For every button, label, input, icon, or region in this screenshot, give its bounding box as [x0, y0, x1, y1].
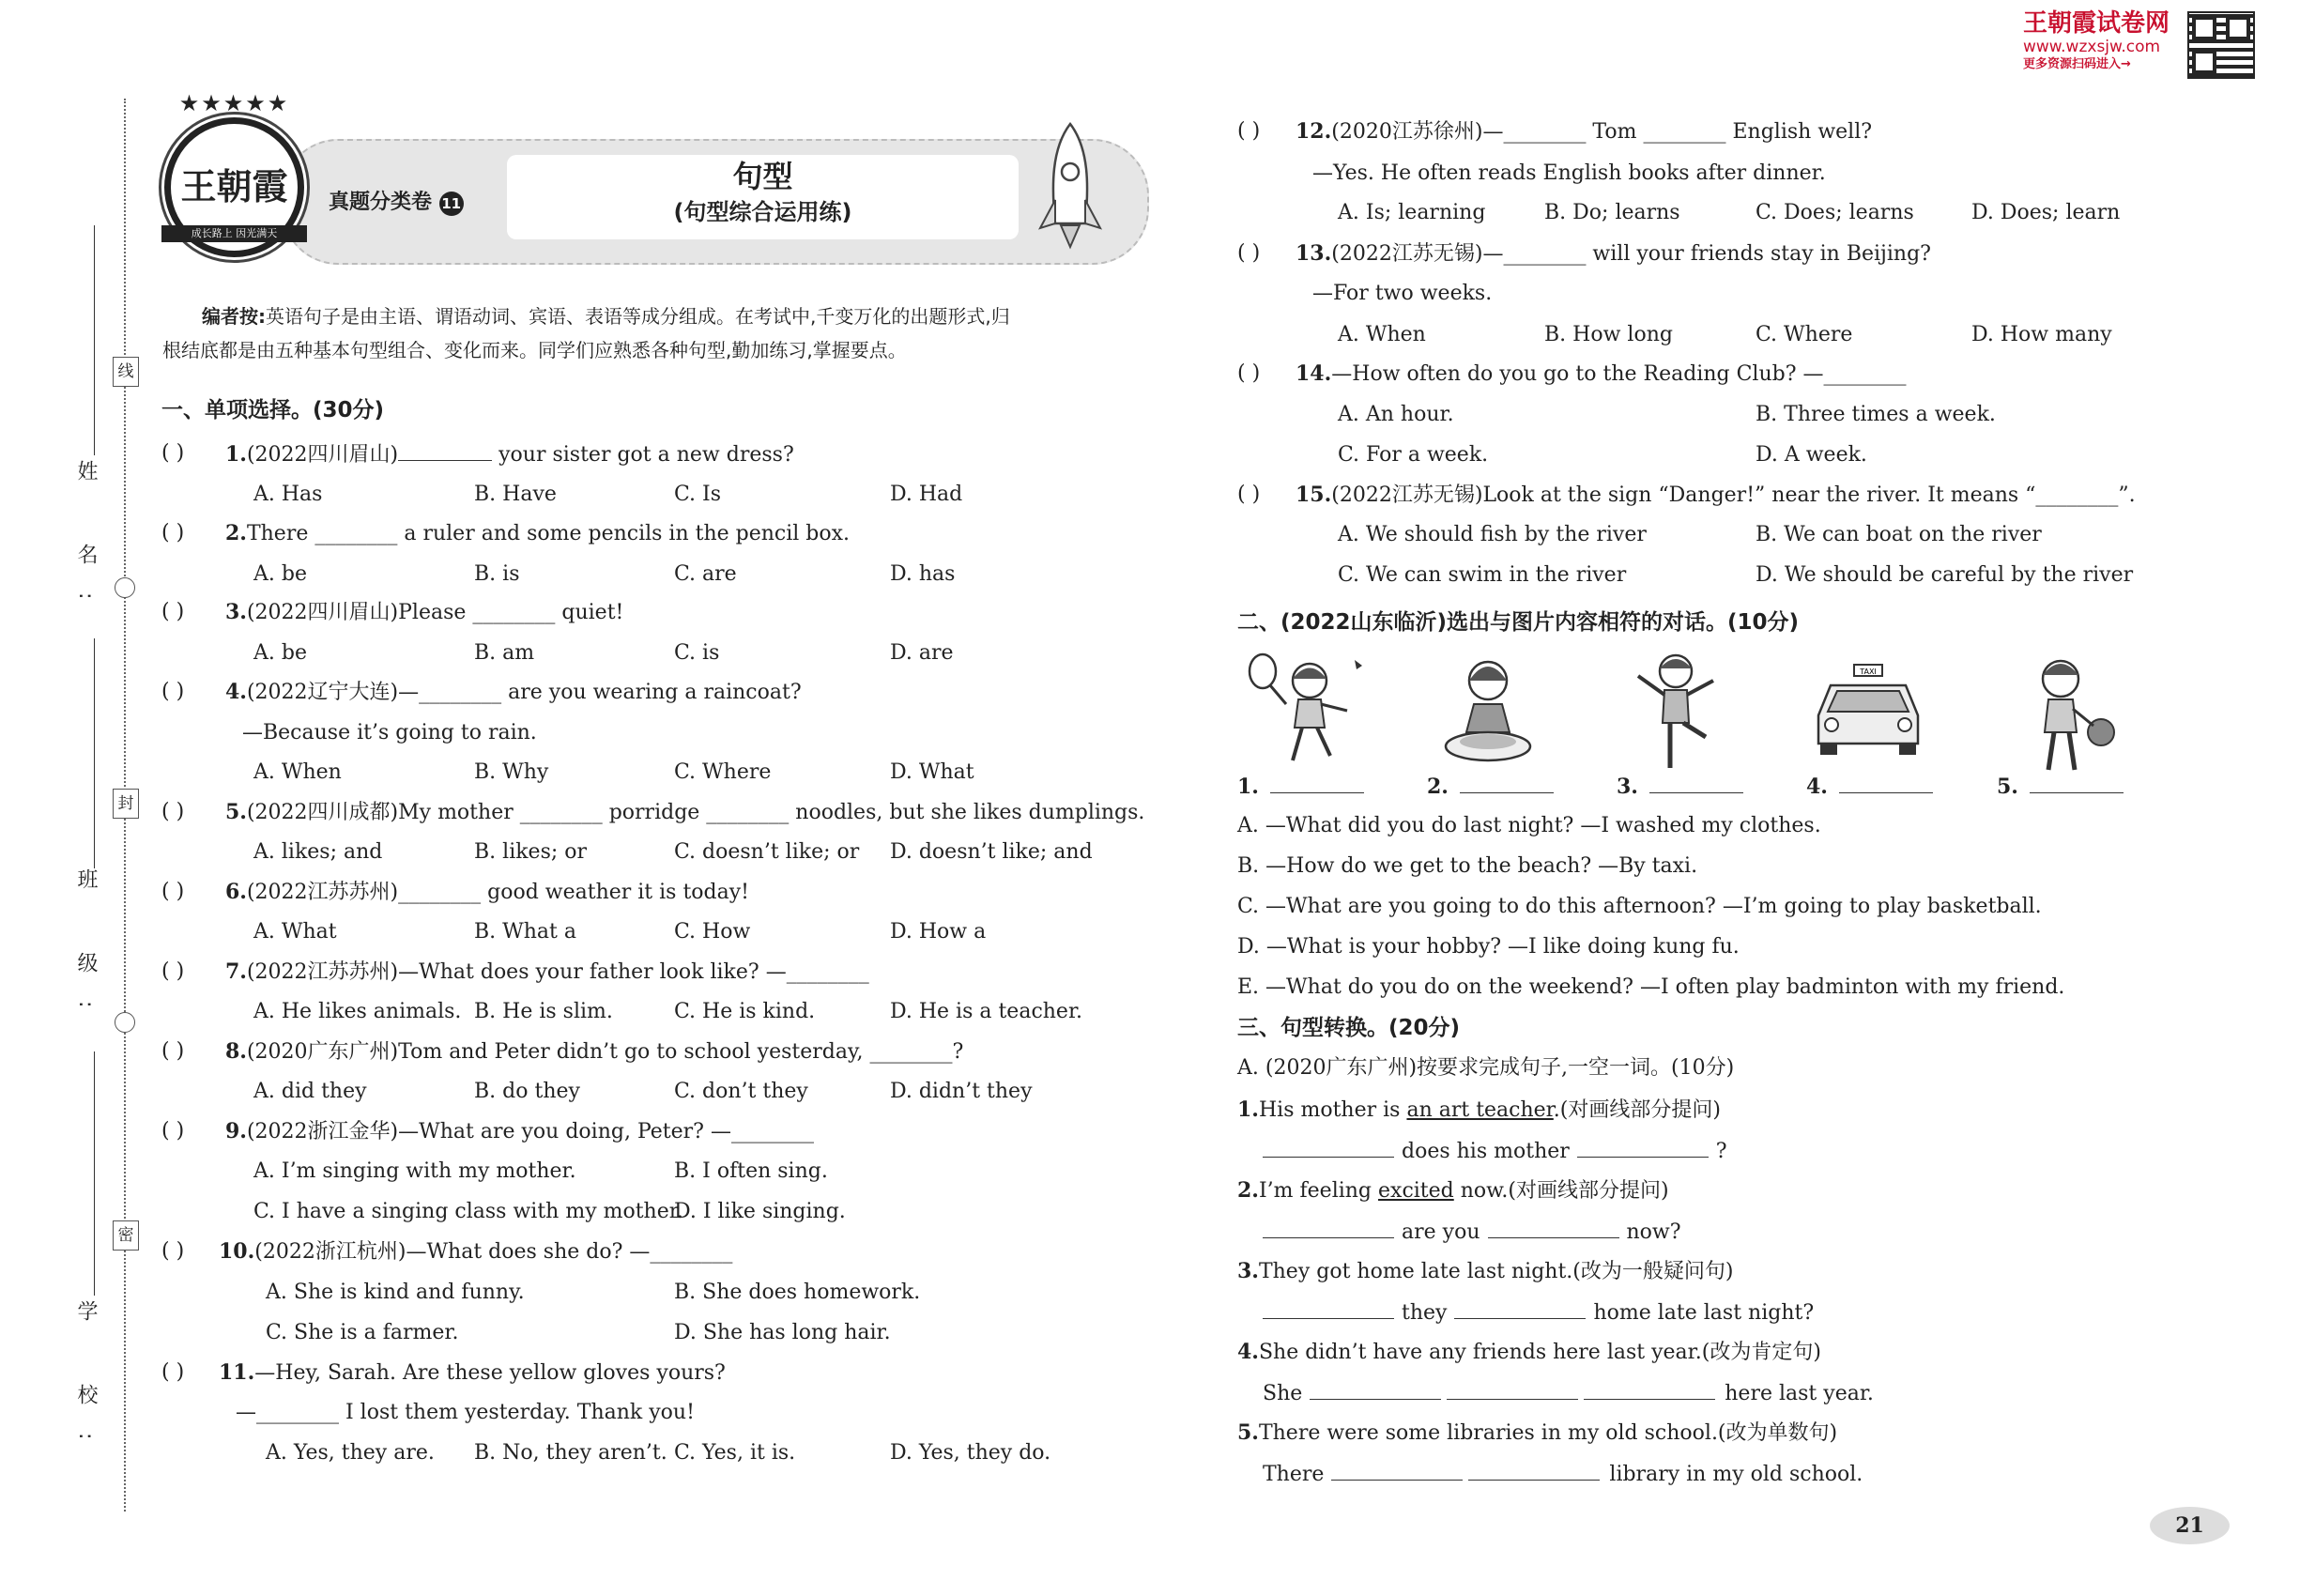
page-number-badge	[2150, 1507, 2230, 1544]
qr-code-icon[interactable]	[2187, 11, 2255, 79]
answer-blank[interactable]	[398, 439, 492, 461]
question-stem	[1296, 239, 1931, 269]
question-line-2: —For two weeks.	[1312, 282, 1493, 305]
option-d[interactable]: D. How many	[1971, 323, 2112, 346]
option-d[interactable]: D. are	[890, 641, 954, 665]
basketball-boy-icon	[2018, 652, 2122, 775]
logo-stars: ★★★★★	[178, 90, 290, 116]
answer-word: are you	[1402, 1220, 1480, 1244]
question-number: 3.	[225, 600, 247, 624]
answer-line	[1263, 1297, 1814, 1327]
question-stem	[225, 678, 802, 707]
answer-paren[interactable]: ( )	[1237, 483, 1261, 506]
option-b[interactable]: B. How long	[1544, 323, 1673, 346]
question-number: 8.	[225, 1039, 247, 1064]
answer-paren[interactable]: ( )	[1237, 361, 1261, 385]
picture-answer[interactable]	[1237, 772, 1364, 802]
option-a[interactable]: A. When	[253, 760, 342, 784]
underlined-part: an art teacher	[1406, 1098, 1554, 1122]
answer-blank[interactable]	[1649, 772, 1743, 793]
option-c[interactable]: C. How	[674, 920, 751, 944]
answer-blank[interactable]	[1577, 1136, 1709, 1158]
question-text: —What does she do? —________	[406, 1240, 733, 1264]
section-3-title: 三、句型转换。(20分)	[1237, 1016, 1461, 1040]
question-number: 11.	[219, 1360, 255, 1385]
answer-blank[interactable]	[1263, 1136, 1394, 1158]
question-number: 14.	[1296, 361, 1332, 386]
answer-paren[interactable]: ( )	[161, 1239, 185, 1263]
answer-blank[interactable]	[1460, 772, 1554, 793]
option-b[interactable]: B. likes; or	[474, 840, 588, 864]
picture-number: 5.	[1997, 775, 2018, 799]
transform-sentence	[1237, 1257, 1733, 1286]
question-text: —What does your father look like? —________	[398, 960, 869, 984]
answer-paren[interactable]: ( )	[1237, 241, 1261, 265]
girl-washing-clothes-icon	[1436, 652, 1540, 770]
question-stem	[219, 1237, 732, 1266]
intro-text-2: 根结底都是由五种基本句型组合、变化而来。同学们应熟悉各种句型,勤加练习,掌握要点。	[162, 339, 907, 361]
option-c[interactable]: C. We can swim in the river	[1338, 563, 1627, 587]
option-c[interactable]: C. She is a farmer.	[266, 1321, 459, 1344]
question-text: your sister got a new dress?	[492, 443, 794, 467]
class-label: 班 级:	[74, 868, 98, 1036]
question-stem	[225, 878, 749, 907]
answer-word: they	[1402, 1301, 1448, 1325]
question-number: 15.	[1296, 483, 1332, 507]
answer-line	[1263, 1378, 1874, 1408]
taxi-sign: TAXI	[1860, 668, 1877, 676]
transform-sentence	[1237, 1338, 1821, 1367]
transform-sentence	[1237, 1176, 1669, 1205]
answer-blank[interactable]	[1263, 1217, 1394, 1238]
question-text: —________ Tom ________ English well?	[1482, 120, 1873, 144]
question-text: Please ________ quiet!	[398, 601, 624, 624]
answer-word: does his mother	[1402, 1140, 1570, 1163]
option-b[interactable]: B. do they	[474, 1080, 580, 1103]
option-c[interactable]: C. Is	[674, 483, 722, 506]
option-a[interactable]: A. When	[1338, 323, 1426, 346]
option-b[interactable]: B. Why	[474, 760, 549, 784]
question-number: 10.	[219, 1239, 255, 1264]
question-source: (2022浙江杭州)	[254, 1240, 406, 1264]
option-d[interactable]: D. We should be careful by the river	[1756, 563, 2134, 587]
option-a[interactable]: A. Has	[253, 483, 323, 506]
sentence-text: His mother is	[1258, 1098, 1407, 1122]
name-underline	[94, 225, 95, 455]
answer-paren[interactable]: ( )	[161, 959, 185, 983]
question-number: 13.	[1296, 241, 1332, 266]
question-source: (2020江苏徐州)	[1331, 120, 1483, 144]
item-number: 3.	[1237, 1259, 1259, 1283]
option-c[interactable]: C. For a week.	[1338, 443, 1489, 467]
option-d[interactable]: D. I like singing.	[674, 1200, 846, 1223]
question-text: Tom and Peter didn’t go to school yesterday, ________?	[398, 1040, 964, 1064]
question-source: (2022四川眉山)	[246, 601, 399, 624]
option-a[interactable]: A. She is kind and funny.	[266, 1281, 525, 1304]
series-label-wrap	[329, 186, 464, 216]
picture-answer[interactable]	[1427, 772, 1554, 802]
picture-answer[interactable]	[1806, 772, 1933, 802]
logo-badge	[164, 90, 304, 257]
answer-paren[interactable]: ( )	[1237, 119, 1261, 143]
answer-lead: There	[1263, 1463, 1325, 1486]
option-b[interactable]: B. She does homework.	[674, 1281, 921, 1304]
badminton-player-icon	[1244, 652, 1375, 770]
seal-mark-line: 线	[113, 357, 139, 387]
brand-text: 王朝霞试卷网	[2023, 9, 2170, 38]
question-source: (2022江苏苏州)	[246, 881, 399, 904]
option-b[interactable]: B. Do; learns	[1544, 201, 1680, 224]
question-number: 9.	[225, 1119, 247, 1143]
question-stem	[225, 1037, 963, 1067]
answer-blank[interactable]	[1331, 1459, 1463, 1481]
option-c[interactable]: C. I have a singing class with my mother.	[253, 1200, 683, 1223]
brand-url[interactable]: www.wzxsjw.com	[2023, 38, 2161, 56]
answer-line	[1263, 1136, 1727, 1166]
option-c[interactable]: C. is	[674, 641, 720, 665]
option-b[interactable]: B. I often sing.	[674, 1159, 828, 1183]
title-box	[507, 155, 1019, 239]
option-b[interactable]: B. No, they aren’t.	[474, 1441, 667, 1465]
answer-tail: library in my old school.	[1609, 1463, 1863, 1486]
section-3a-title: A. (2020广东广州)按要求完成句子,一空一词。(10分)	[1237, 1056, 1735, 1080]
item-number: 5.	[1237, 1420, 1259, 1445]
answer-line	[1263, 1459, 1863, 1489]
option-a[interactable]: A. I’m singing with my mother.	[253, 1159, 576, 1183]
option-a[interactable]: A. likes; and	[253, 840, 383, 864]
dialog-option: C. —What are you going to do this afternoon? —I’m going to play basketball.	[1237, 895, 2042, 918]
option-b[interactable]: B. We can boat on the river	[1756, 523, 2042, 546]
question-source: (2022四川成都)	[246, 801, 399, 824]
option-a[interactable]: A. He likes animals.	[253, 1000, 462, 1023]
option-d[interactable]: D. Yes, they do.	[890, 1441, 1051, 1465]
option-a[interactable]: A. Is; learning	[1338, 201, 1486, 224]
sentence-text: She didn’t have any friends here last year.(改为肯定句)	[1258, 1341, 1821, 1364]
question-line-2: —Because it’s going to rain.	[242, 721, 537, 744]
option-d[interactable]: D. What	[890, 760, 974, 784]
question-stem	[1296, 117, 1872, 146]
question-number: 12.	[1296, 119, 1332, 144]
item-number: 1.	[1237, 1097, 1259, 1122]
rocket-icon	[1033, 120, 1108, 252]
answer-blank[interactable]	[1468, 1459, 1600, 1481]
question-stem	[1296, 360, 1907, 389]
seal-mark-seal: 封	[113, 789, 139, 819]
question-stem	[219, 1358, 726, 1388]
answer-tail: now?	[1626, 1220, 1681, 1244]
answer-blank[interactable]	[1454, 1297, 1586, 1319]
option-c[interactable]: C. Yes, it is.	[674, 1441, 796, 1465]
hole-icon	[115, 1012, 135, 1033]
question-number: 5.	[225, 800, 247, 824]
question-source: (2022江苏无锡)	[1331, 483, 1483, 507]
answer-blank[interactable]	[2030, 772, 2124, 793]
option-b[interactable]: B. He is slim.	[474, 1000, 613, 1023]
kung-fu-boy-icon	[1629, 648, 1723, 775]
answer-paren[interactable]: ( )	[161, 800, 185, 823]
dialog-option: A. —What did you do last night? —I washed my clothes.	[1237, 814, 1821, 837]
intro-text-1: 英语句子是由主语、谓语动词、宾语、表语等成分组成。在考试中,千变万化的出题形式,归	[266, 305, 1010, 328]
answer-blank[interactable]	[1839, 772, 1933, 793]
option-a[interactable]: A. We should fish by the river	[1338, 523, 1647, 546]
answer-tail: home late last night?	[1593, 1301, 1815, 1325]
answer-blank[interactable]	[1310, 1378, 1441, 1400]
question-text: Look at the sign “Danger!” near the river. It means “________”.	[1482, 483, 2136, 507]
item-number: 2.	[1237, 1178, 1259, 1203]
option-b[interactable]: B. Have	[474, 483, 557, 506]
logo-text: 王朝霞	[180, 165, 288, 207]
option-c[interactable]: C. don’t they	[674, 1080, 808, 1103]
answer-blank[interactable]	[1263, 1297, 1394, 1319]
intro-label: 编者按:	[202, 305, 266, 328]
option-a[interactable]: A. be	[253, 562, 307, 586]
answer-paren[interactable]: ( )	[161, 1360, 185, 1384]
option-d[interactable]: D. She has long hair.	[674, 1321, 891, 1344]
question-text: —________ are you wearing a raincoat?	[398, 681, 802, 704]
question-number: 2.	[225, 521, 247, 545]
option-b[interactable]: B. am	[474, 641, 535, 665]
question-stem	[1296, 481, 2136, 510]
picture-answer[interactable]	[1617, 772, 1743, 802]
option-a[interactable]: A. did they	[253, 1080, 367, 1103]
option-d[interactable]: D. He is a teacher.	[890, 1000, 1083, 1023]
answer-tail: ?	[1715, 1140, 1727, 1163]
dialog-option: E. —What do you do on the weekend? —I often play badminton with my friend.	[1237, 975, 2065, 999]
page-number: 21	[2175, 1513, 2204, 1538]
option-c[interactable]: C. doesn’t like; or	[674, 840, 860, 864]
transform-sentence	[1237, 1096, 1721, 1125]
dialog-option: D. —What is your hobby? —I like doing kung fu.	[1237, 935, 1740, 959]
logo-motto: 成长路上 因光满天	[161, 225, 307, 242]
name-label: 姓 名:	[74, 460, 98, 628]
sentence-text: There were some libraries in my old school.(改为单数句)	[1258, 1421, 1838, 1445]
picture-number: 3.	[1617, 775, 1638, 799]
question-text: There ________ a ruler and some pencils in the pencil box.	[246, 522, 851, 545]
class-underline	[94, 638, 95, 868]
picture-number: 1.	[1237, 775, 1259, 799]
answer-paren[interactable]: ( )	[161, 1039, 185, 1063]
intro-line-1	[202, 302, 1010, 330]
picture-number: 2.	[1427, 775, 1449, 799]
answer-tail: here last year.	[1725, 1382, 1874, 1405]
page-title: 句型	[732, 159, 793, 194]
option-d[interactable]: D. has	[890, 562, 956, 586]
option-c[interactable]: C. are	[674, 562, 737, 586]
item-number: 4.	[1237, 1340, 1259, 1364]
question-stem	[225, 439, 794, 469]
answer-paren[interactable]: ( )	[161, 600, 185, 623]
answer-blank[interactable]	[1584, 1378, 1715, 1400]
brand-block	[2023, 9, 2183, 73]
option-a[interactable]: A. What	[253, 920, 337, 944]
seal-mark-secret: 密	[113, 1220, 139, 1251]
question-text: ________ good weather it is today!	[398, 881, 750, 904]
option-b[interactable]: B. is	[474, 562, 520, 586]
question-source: (2022辽宁大连)	[246, 681, 399, 704]
option-c[interactable]: C. Does; learns	[1756, 201, 1914, 224]
question-stem	[225, 519, 850, 548]
section-2-title: 二、(2022山东临沂)选出与图片内容相符的对话。(10分)	[1237, 610, 1800, 635]
question-source: (2022浙江金华)	[246, 1120, 399, 1143]
question-text: —Hey, Sarah. Are these yellow gloves yours?	[254, 1361, 726, 1385]
sentence-instruction: now.(对画线部分提问)	[1453, 1179, 1669, 1203]
question-line-2: —Yes. He often reads English books after dinner.	[1312, 161, 1826, 185]
question-stem	[225, 1117, 814, 1146]
series-number: 11	[439, 192, 464, 216]
question-source: (2022江苏苏州)	[246, 960, 399, 984]
section-1-title: 一、单项选择。(30分)	[161, 398, 385, 422]
option-d[interactable]: D. Does; learn	[1971, 201, 2121, 224]
answer-blank[interactable]	[1447, 1378, 1578, 1400]
question-text: —________ will your friends stay in Beijing?	[1482, 242, 1931, 266]
transform-sentence	[1237, 1419, 1837, 1448]
option-c[interactable]: C. Where	[674, 760, 772, 784]
option-d[interactable]: D. Had	[890, 483, 963, 506]
answer-paren[interactable]: ( )	[161, 880, 185, 903]
picture-number: 4.	[1806, 775, 1828, 799]
option-a[interactable]: A. be	[253, 641, 307, 665]
option-a[interactable]: A. An hour.	[1338, 403, 1454, 426]
answer-paren[interactable]: ( )	[161, 441, 185, 465]
series-label: 真题分类卷	[329, 191, 433, 214]
taxi-icon	[1807, 657, 1929, 760]
option-d[interactable]: D. didn’t they	[890, 1080, 1033, 1103]
question-stem	[225, 958, 869, 987]
sentence-instruction: .(对画线部分提问)	[1553, 1098, 1721, 1122]
question-stem	[225, 598, 623, 627]
option-d[interactable]: D. How a	[890, 920, 987, 944]
question-source: (2022四川眉山)	[246, 443, 399, 467]
question-text: —What are you doing, Peter? —________	[398, 1120, 814, 1143]
answer-paren[interactable]: ( )	[161, 521, 185, 545]
answer-paren[interactable]: ( )	[161, 1119, 185, 1143]
option-d[interactable]: D. doesn’t like; and	[890, 840, 1093, 864]
answer-line	[1263, 1217, 1681, 1247]
question-stem	[225, 798, 1144, 827]
intro-line-2	[162, 336, 907, 364]
answer-blank[interactable]	[1488, 1217, 1619, 1238]
question-text: —How often do you go to the Reading Club? —________	[1331, 362, 1907, 386]
picture-answer[interactable]	[1997, 772, 2124, 802]
option-c[interactable]: C. He is kind.	[674, 1000, 816, 1023]
question-text: My mother ________ porridge ________ noodles, but she likes dumplings.	[398, 801, 1145, 824]
option-c[interactable]: C. Where	[1756, 323, 1853, 346]
school-underline	[94, 1051, 95, 1296]
underlined-part: excited	[1378, 1179, 1454, 1203]
option-b[interactable]: B. What a	[474, 920, 577, 944]
brand-sub: 更多资源扫码进入→	[2023, 57, 2131, 71]
question-source: (2020广东广州)	[246, 1040, 399, 1064]
question-number: 7.	[225, 959, 247, 984]
sentence-text: I’m feeling	[1258, 1179, 1379, 1203]
option-a[interactable]: A. Yes, they are.	[266, 1441, 435, 1465]
answer-blank[interactable]	[1270, 772, 1364, 793]
answer-paren[interactable]: ( )	[161, 680, 185, 703]
question-number: 4.	[225, 680, 247, 704]
question-number: 6.	[225, 880, 247, 904]
answer-lead: She	[1263, 1382, 1303, 1405]
option-b[interactable]: B. Three times a week.	[1756, 403, 1996, 426]
hole-icon	[115, 577, 135, 598]
question-line-2: —________ I lost them yesterday. Thank you!	[236, 1401, 695, 1424]
page-subtitle: (句型综合运用练)	[673, 199, 852, 225]
school-label: 学 校:	[74, 1300, 98, 1468]
question-source: (2022江苏无锡)	[1331, 242, 1483, 266]
sentence-text: They got home late last night.(改为一般疑问句)	[1258, 1260, 1734, 1283]
dialog-option: B. —How do we get to the beach? —By taxi.	[1237, 854, 1698, 878]
question-number: 1.	[225, 442, 247, 467]
option-d[interactable]: D. A week.	[1756, 443, 1867, 467]
